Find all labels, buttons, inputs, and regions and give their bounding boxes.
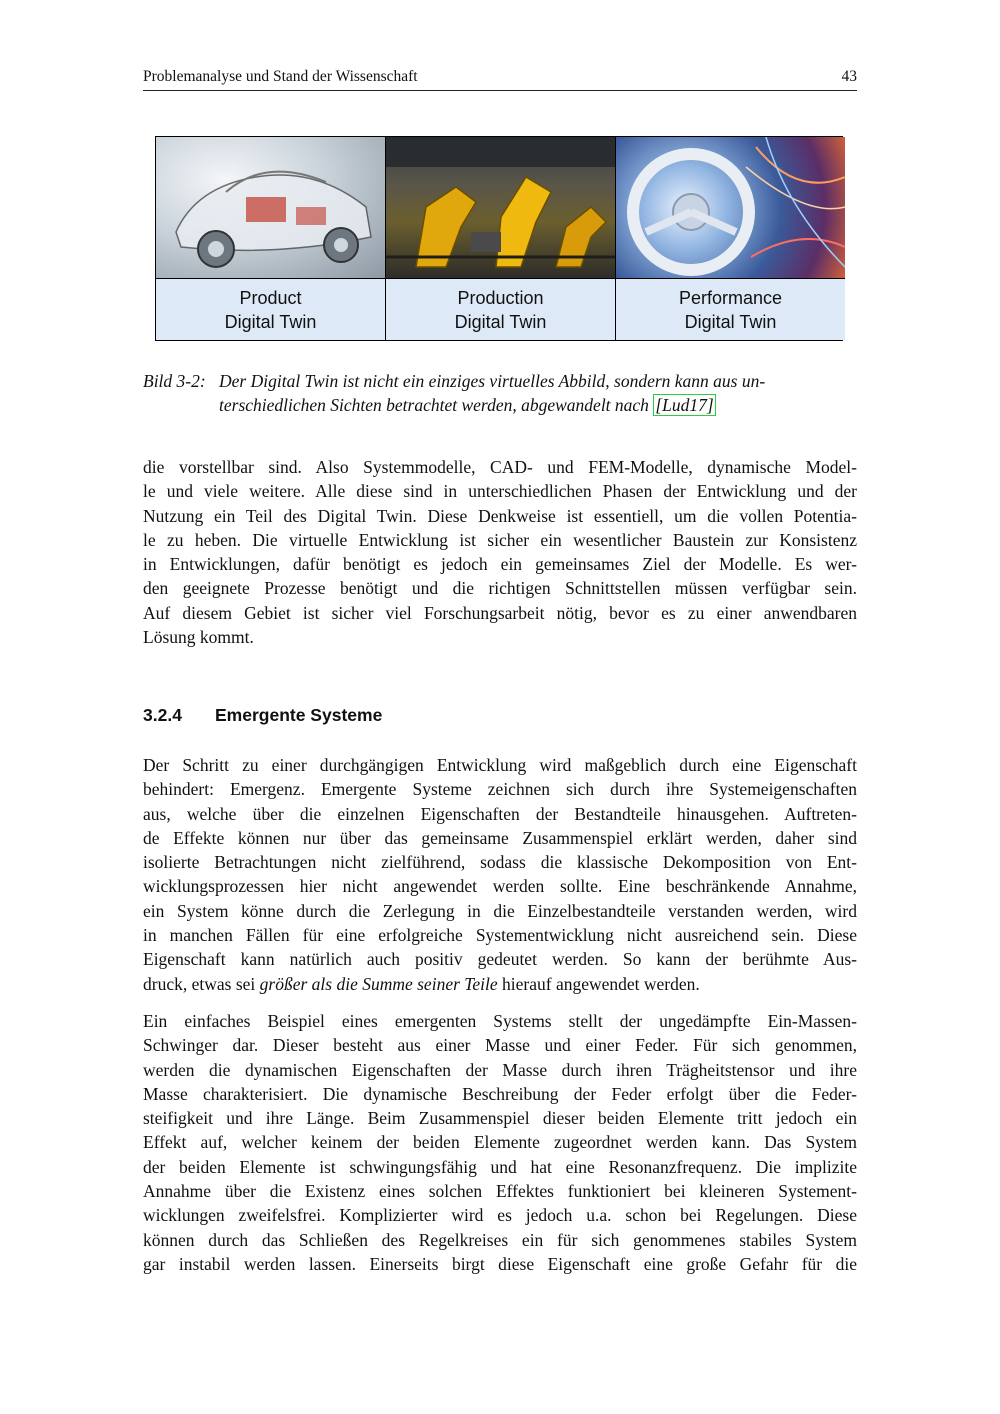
text-line: Schwinger dar. Dieser besteht aus einer Masse und einer Feder. Für sich genommen, — [143, 1035, 857, 1056]
text-line: wicklungsprozessen hier nicht angewendet werden sollte. Eine beschränkende Annahme, — [143, 876, 857, 897]
text-line: behindert: Emergenz. Emergente Systeme zeichnen sich durch ihre Systemeigenschaften — [143, 779, 857, 800]
performance-steering-image — [616, 137, 845, 279]
caption-text: terschiedlichen Sichten betrachtet werden, abgewandelt nach — [219, 395, 654, 415]
label-line: Performance — [678, 287, 783, 308]
performance-digital-twin-label — [616, 279, 845, 340]
section-title: Emergente Systeme — [215, 705, 383, 725]
text-line: ein System könne durch die Zerlegung in die Einzelbestandteile verstanden werden, wird — [143, 900, 857, 921]
label-line: Digital Twin — [454, 311, 547, 332]
text-line: isolierte Betrachtungen nicht zielführend, sodass die klassische Dekomposition von Ent- — [143, 852, 857, 873]
citation-link[interactable]: [Lud17] — [655, 395, 714, 415]
text-line: werden die dynamischen Eigenschaften der Masse durch ihren Trägheitstensor und ihre — [143, 1059, 857, 1080]
section-number: 3.2.4 — [143, 705, 182, 725]
text-line: Der Schritt zu einer durchgängigen Entwicklung wird maßgeblich durch eine Eigenschaft — [143, 755, 857, 775]
text-line: Nutzung ein Teil des Digital Twin. Diese Denkweise ist essentiell, um die vollen Potentia- — [143, 505, 857, 526]
text-line — [143, 972, 857, 996]
product-car-image — [156, 137, 385, 279]
label-line: Digital Twin — [224, 311, 317, 332]
text-line: le und viele weitere. Alle diese sind in unterschiedlichen Phasen der Entwicklung und der — [143, 481, 857, 502]
text-line: Auf diesem Gebiet ist sicher viel Forschungsarbeit nötig, bevor es zu einer anwendbaren — [143, 602, 857, 623]
text-line: Eigenschaft kann natürlich auch positiv gedeutet werden. So kann der berühmte Aus- — [143, 949, 857, 970]
text-line: können durch das Schließen des Regelkreises ein für sich genommenes stabiles System — [143, 1229, 857, 1250]
text-line: in manchen Fällen für eine erfolgreiche Systementwicklung nicht ausreichend sein. Diese — [143, 925, 857, 946]
running-title: Problemanalyse und Stand der Wissenschaft — [143, 68, 418, 85]
page-header — [143, 66, 857, 91]
italic-phrase: größer als die Summe seiner Teile — [259, 973, 498, 994]
figure-caption — [143, 369, 857, 417]
paragraph-continuation — [143, 455, 857, 649]
text-line: wicklungen zweifelsfrei. Komplizierter wird es jedoch u.a. schon bei Regelungen. Diese — [143, 1205, 857, 1226]
figure-panel-production — [386, 137, 616, 340]
text-line: Effekt auf, welcher keinem der beiden Elemente zugeordnet werden kann. Das System — [143, 1132, 857, 1153]
production-robots-image — [386, 137, 615, 279]
text-line: den geeignete Prozesse benötigt und die richtigen Schnittstellen müssen verfügbar sein. — [143, 578, 857, 599]
label-line: Product — [239, 287, 302, 308]
section-heading — [143, 705, 382, 726]
text-run: druck, etwas sei — [143, 973, 260, 994]
page-number: 43 — [841, 68, 857, 85]
paragraph-emergence — [143, 753, 857, 996]
text-line: die vorstellbar sind. Also Systemmodelle, CAD- und FEM-Modelle, dynamische Model- — [143, 457, 857, 477]
label-line: Production — [457, 287, 544, 308]
paragraph-example — [143, 1009, 857, 1276]
digital-twin-figure — [155, 136, 843, 341]
production-digital-twin-label — [386, 279, 615, 340]
text-line: gar instabil werden lassen. Einerseits birgt diese Eigenschaft eine große Gefahr für die — [143, 1253, 857, 1274]
text-line: le zu heben. Die virtuelle Entwicklung ist sicher ein wesentlicher Baustein zur Konsistenz — [143, 529, 857, 550]
text-line: steifigkeit und ihre Länge. Beim Zusammenspiel dieser beiden Elemente tritt jedoch ein — [143, 1108, 857, 1129]
figure-panel-performance — [616, 137, 845, 340]
text-line: aus, welche über die einzelnen Eigenschaften der Bestandteile hinausgehen. Auftreten- — [143, 803, 857, 824]
label-line: Digital Twin — [684, 311, 777, 332]
text-line: Ein einfaches Beispiel eines emergenten Systems stellt der ungedämpfte Ein-Massen- — [143, 1011, 857, 1031]
product-digital-twin-label — [156, 279, 385, 340]
text-line: in Entwicklungen, dafür benötigt es jedoch ein gemeinsames Ziel der Modelle. Es wer- — [143, 554, 857, 575]
text-line: Lösung kommt. — [143, 627, 254, 648]
text-line: der beiden Elemente ist schwingungsfähig und hat eine Resonanzfrequenz. Die implizite — [143, 1156, 857, 1177]
text-line: Masse charakterisiert. Die dynamische Beschreibung der Feder erfolgt über die Feder- — [143, 1083, 857, 1104]
figure-panel-product — [156, 137, 386, 340]
text-run: hierauf angewendet werden. — [497, 973, 700, 994]
caption-text: Der Digital Twin ist nicht ein einziges virtuelles Abbild, sondern kann aus un- — [219, 371, 766, 391]
text-line: de Effekte können nur über das gemeinsame Zusammenspiel erklärt werden, daher sind — [143, 827, 857, 848]
text-line: Annahme über die Existenz eines solchen Effektes funktioniert bei kleineren Systement- — [143, 1181, 857, 1202]
caption-label: Bild 3-2: — [143, 371, 206, 391]
